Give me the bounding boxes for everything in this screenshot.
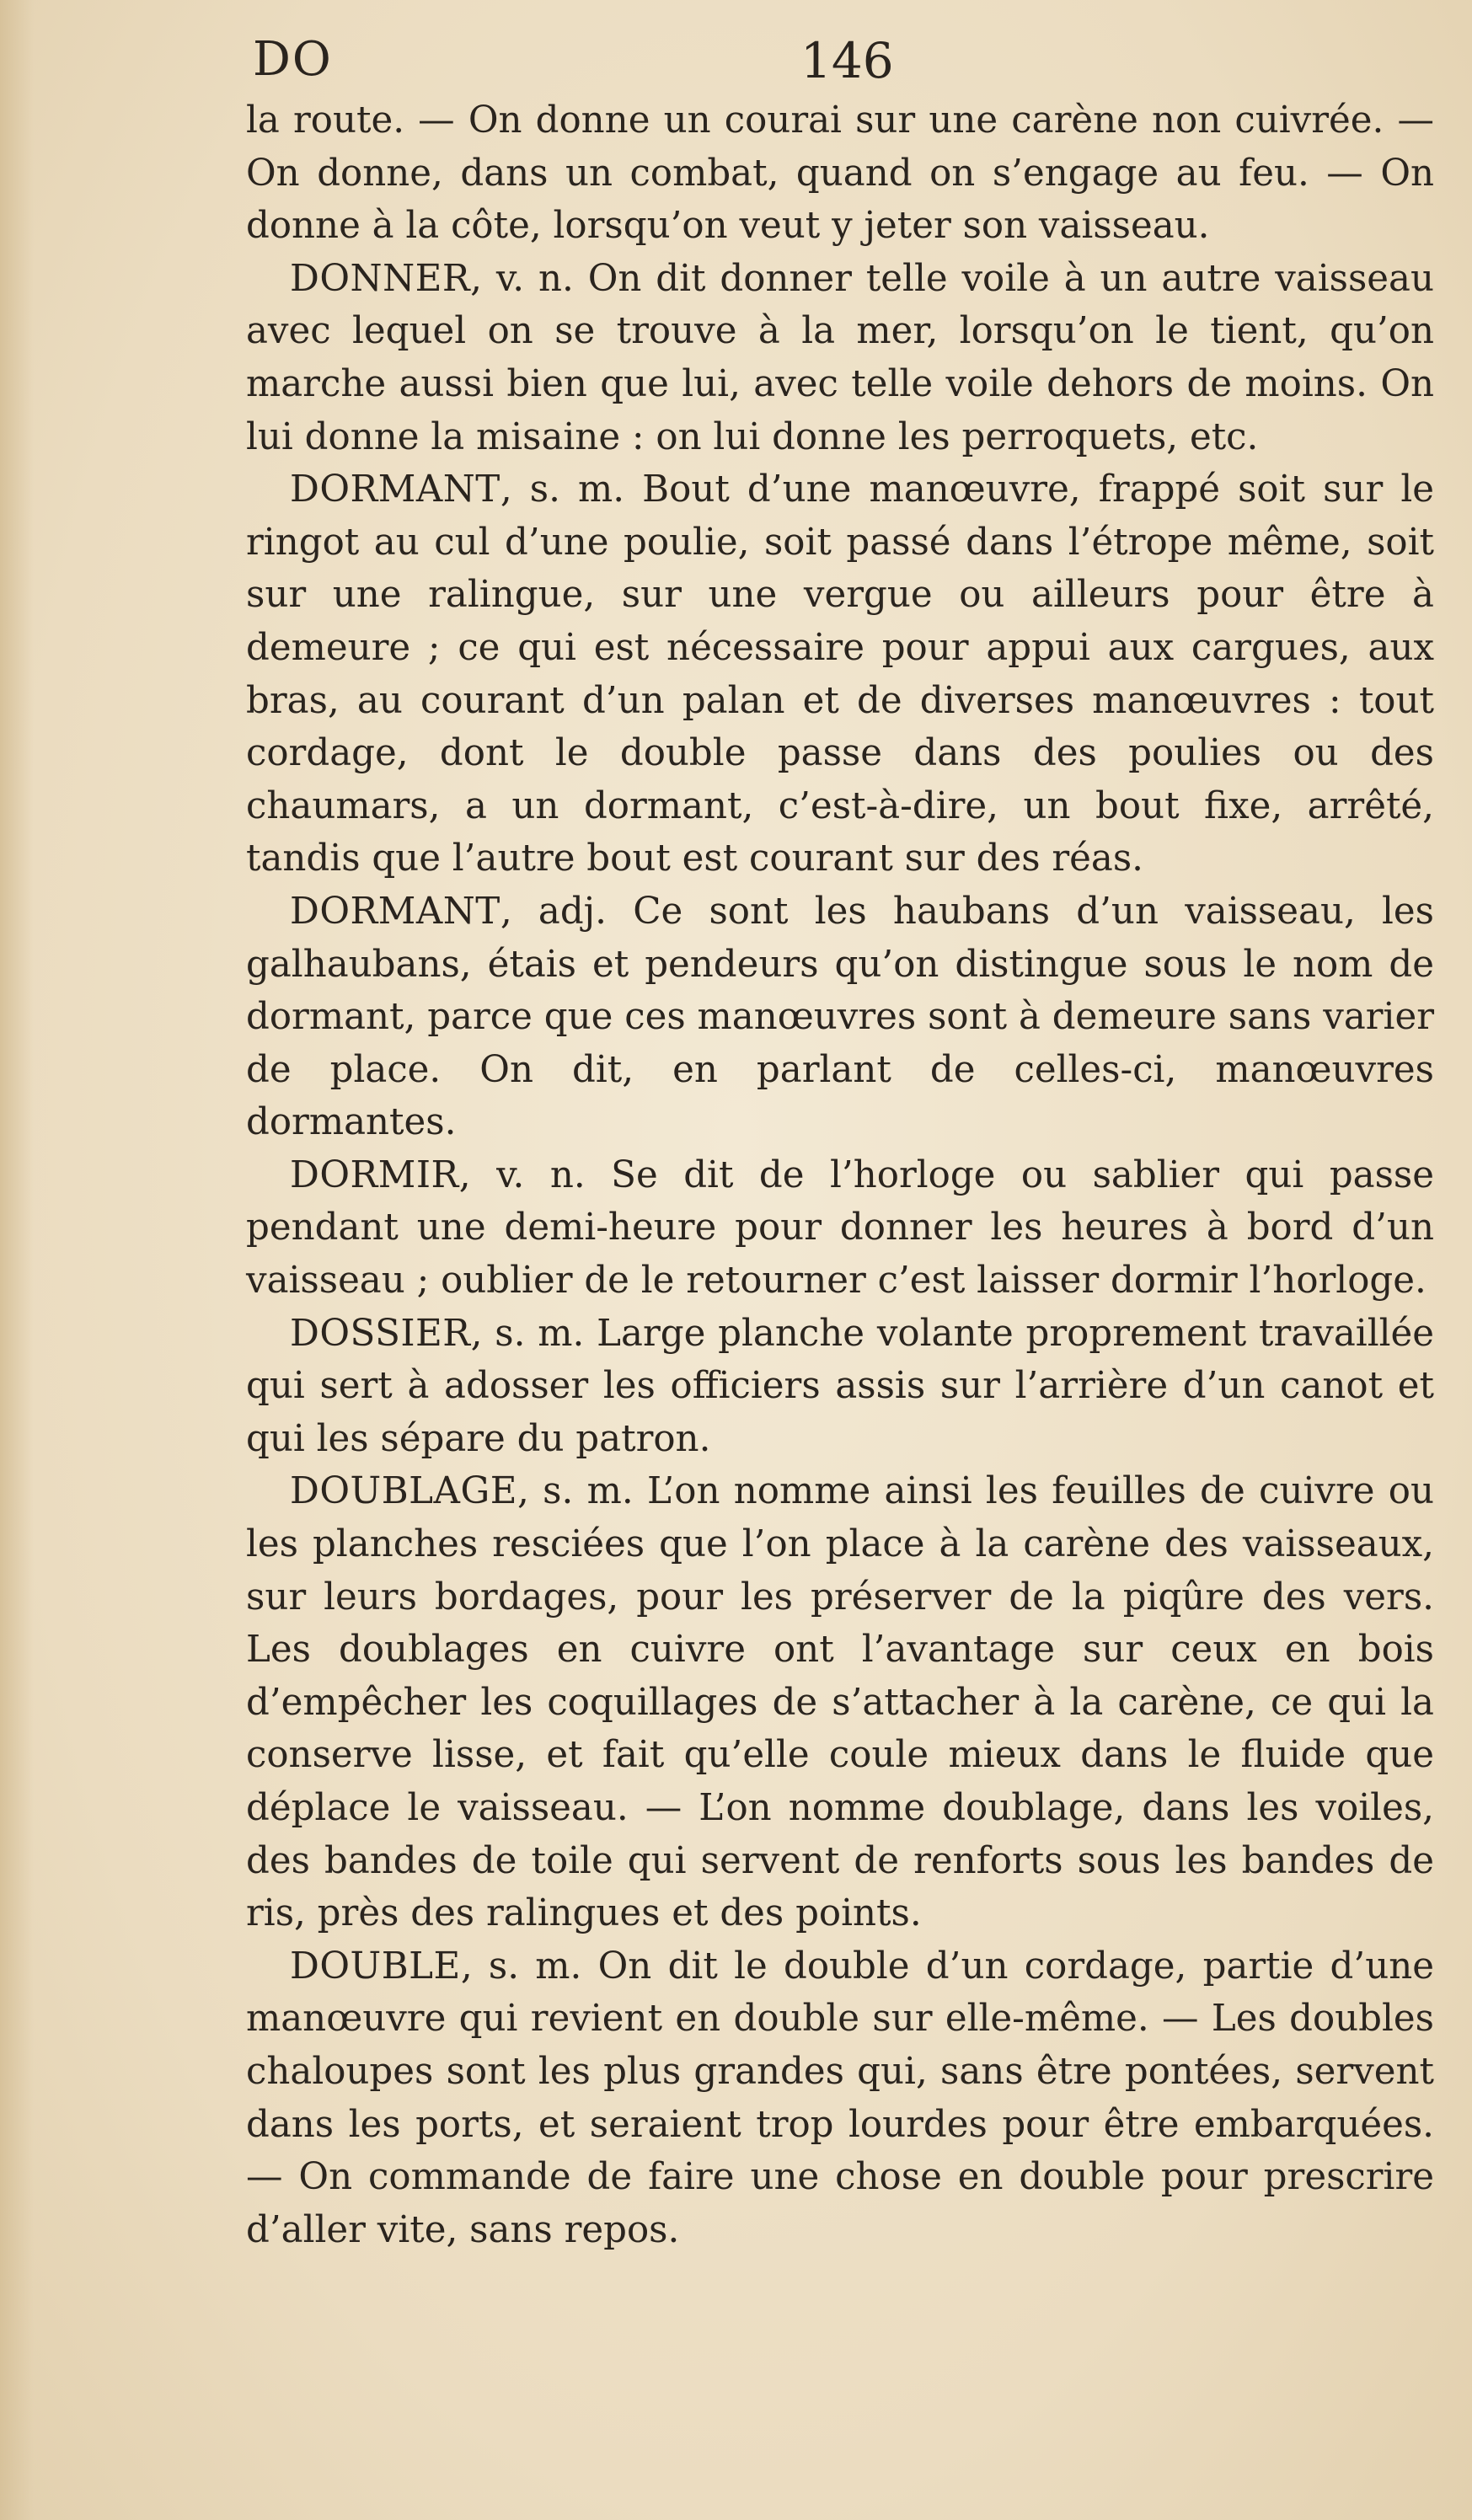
entry-text: , v. n. Se dit de l’horloge ou sablier qui passe pendant une demi-heure pour donner les heures à bord d’un vaisseau ; oublier de le retourner c’est laisser dormir l’horloge. [246,1153,1434,1303]
entry-headword: DOUBLE [290,1945,461,1988]
entry-text: la route. — On donne un courai sur une carène non cuivrée. — On donne, dans un combat, quand on s’engage au feu. — On donne à la côte, lorsqu’on veut y jeter son vaisseau. [246,99,1434,248]
entry-text: , s. m. L’on nomme ainsi les feuilles de cuivre ou les planches resciées que l’on place à la carène des vaisseaux, sur leurs bordages, pour les préserver de la piqûre des vers. Les doublages en cuivre ont l’avantage sur ceux en bois d’empêcher les coquillages de s’attacher à la carène, ce qui la conserve lisse, et fait qu’elle coule mieux dans le fluide que déplace le vaisseau. — L’on nomme doublage, dans les voiles, des bandes de toile qui servent de renforts sous les bandes de ris, près des ralingues et des points. [246,1470,1434,1935]
dictionary-entry-donner [246,253,1434,463]
page-number: 146 [800,32,894,89]
entry-headword: DOSSIER [290,1312,471,1355]
dictionary-entry-doublage [246,1465,1434,1939]
running-header [253,32,1213,99]
entry-text: , adj. Ce sont les haubans d’un vaisseau, les galhaubans, étais et pendeurs qu’on distingue sous le nom de dormant, parce que ces manœuvres sont à demeure sans varier de place. On dit, en parlant de celles-ci, manœuvres dormantes. [246,890,1434,1144]
header-letters: DO [253,32,333,87]
entry-text: , v. n. On dit donner telle voile à un autre vaisseau avec lequel on se trouve à la mer, lorsqu’on le tient, qu’on marche aussi bien que lui, avec telle voile dehors de moins. On lui donne la misaine : on lui donne les perroquets, etc. [246,257,1434,458]
entry-headword: DOUBLAGE [290,1470,517,1513]
dictionary-entry-dossier [246,1308,1434,1466]
dictionary-entry-dormant-noun [246,463,1434,885]
body-text [246,94,1434,2256]
entry-headword: DONNER [290,257,471,300]
entry-text: , s. m. On dit le double d’un cordage, partie d’une manœuvre qui revient en double sur elle-même. — Les doubles chaloupes sont les plus grandes qui, sans être pontées, servent dans les ports, et seraient trop lourdes pour être embarquées. — On commande de faire une chose en double pour prescrire d’aller vite, sans repos. [246,1945,1434,2251]
continued-paragraph [246,94,1434,253]
entry-headword: DORMIR [290,1153,459,1196]
entry-text: , s. m. Bout d’une manœuvre, frappé soit sur le ringot au cul d’une poulie, soit passé dans l’étrope même, soit sur une ralingue, sur une vergue ou ailleurs pour être à demeure ; ce qui est nécessaire pour appui aux cargues, aux bras, au courant d’un palan et de diverses manœuvres : tout cordage, dont le double passe dans des poulies ou des chaumars, a un dormant, c’est-à-dire, un bout fixe, arrêté, tandis que l’autre bout est courant sur des réas. [246,468,1434,880]
dictionary-entry-dormant-adj [246,885,1434,1149]
dictionary-entry-dormir [246,1149,1434,1308]
dictionary-entry-double [246,1940,1434,2257]
entry-text: , s. m. Large planche volante proprement travaillée qui sert à adosser les officiers assis sur l’arrière d’un canot et qui les sépare du patron. [246,1312,1434,1460]
page-edge-shadow [0,0,34,2520]
entry-headword: DORMANT [290,468,500,511]
entry-headword: DORMANT [290,890,500,933]
